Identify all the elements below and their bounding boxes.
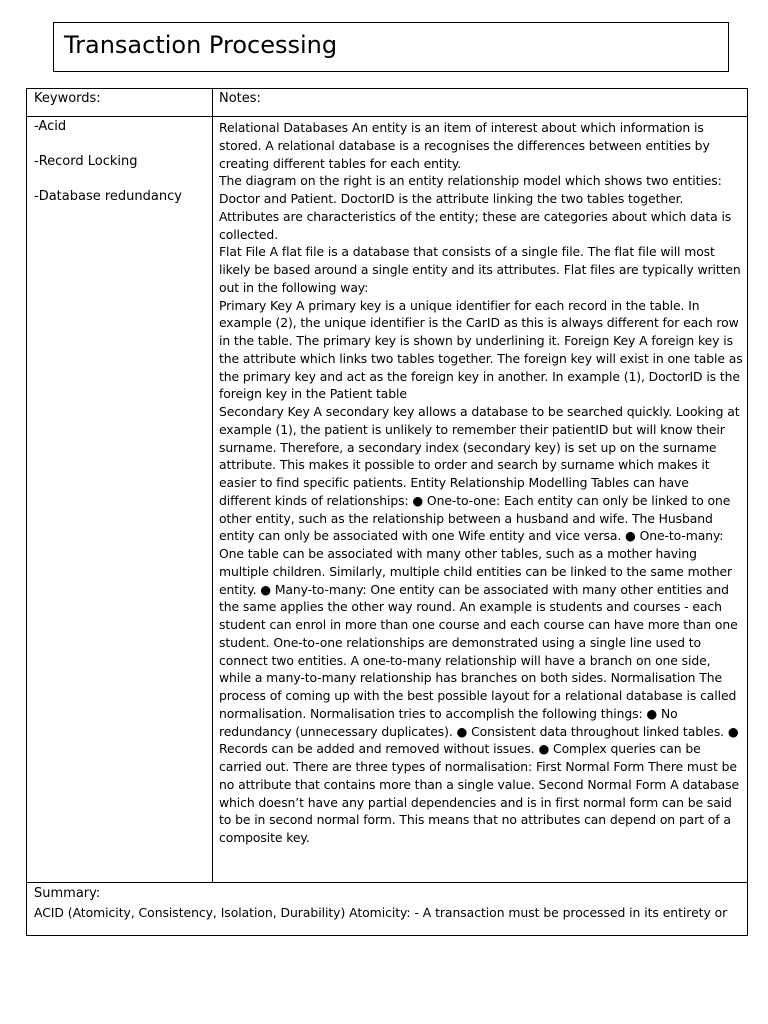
keyword-record-locking: -Record Locking xyxy=(34,154,138,169)
keywords-header: Keywords: xyxy=(34,91,101,106)
notes-table xyxy=(26,88,748,936)
keyword-acid: -Acid xyxy=(34,119,67,134)
summary-divider xyxy=(27,882,747,883)
summary-label: Summary: xyxy=(34,886,101,901)
header-row-divider xyxy=(27,116,747,117)
notes-header: Notes: xyxy=(219,91,261,106)
notes-paragraph-secondary-key: Secondary Key A secondary key allows a database to be searched quickly. Looking at example (1), the patient is unlikely to remember their patientID but will know their surname. Therefore, a secondary index (secondary key) is set up on the surname attribute. This makes it possible to order and search by surname which makes it easier to find specific patients. Entity Relationship Modelling Tables can have different kinds of relationships: ● One-to-one: Each entity can only be linked to one other entity, such as the relationship between a husband and wife. The Husband entity can only be associated with one Wife entity and vice versa. ● One-to-many: One table can be associated with many other tables, such as a mother having multiple children. Similarly, multiple child entities can be linked to the same mother entity. ● Many-to-many: One entity can be associated with many other entities and the same applies the other way round. An example is students and courses - each student can enrol in more than one course and each course can have more than one student. One-to-one relationships are demonstrated using a single line used to connect two entities. A one-to-many relationship will have a branch on one side, while a many-to-many relationship has branches on both sides. Normalisation The process of coming up with the best possible layout for a relational database is called normalisation. Normalisation tries to accomplish the following things: ● No redundancy (unnecessary duplicates). ● Consistent data throughout linked tables. ● Records can be added and removed without issues. ● Complex queries can be carried out. There are three types of normalisation: First Normal Form There must be no attribute that contains more than a single value. Second Normal Form A database which doesn’t have any partial dependencies and is in first normal form can be said to be in second normal form. This means that no attributes can depend on part of a composite key. xyxy=(219,404,740,845)
column-divider xyxy=(212,89,213,883)
notes-body xyxy=(219,119,743,847)
notes-paragraph-primary-key: Primary Key A primary key is a unique identifier for each record in the table. In example (2), the unique identifier is the CarID as this is always different for each row in the table. The primary key is shown by underlining it. Foreign Key A foreign key is the attribute which links two tables together. The foreign key will exist in one table as the primary key and act as the foreign key in another. In example (1), DoctorID is the foreign key in the Patient table xyxy=(219,297,743,402)
summary-text: ACID (Atomicity, Consistency, Isolation, Durability) Atomicity: - A transaction must be processed in its entirety or xyxy=(34,905,728,920)
notes-paragraph-flat-file: Flat File A flat file is a database that consists of a single file. The flat file will most likely be based around a single entity and its attributes. Flat files are typically written out in the following way: xyxy=(219,244,741,295)
notes-paragraph-entity-diagram: The diagram on the right is an entity relationship model which shows two entities: Doctor and Patient. DoctorID is the attribute linking the two tables together. Attributes are characteristics of the entity; these are categories about which data is collected. xyxy=(219,173,732,242)
notes-paragraph-relational-databases: Relational Databases An entity is an item of interest about which information is stored. A relational database is a recognises the differences between entities by creating different tables for each entity. xyxy=(219,120,710,171)
page-title: Transaction Processing xyxy=(64,31,338,59)
title-box xyxy=(53,22,729,72)
keyword-database-redundancy: -Database redundancy xyxy=(34,189,182,204)
